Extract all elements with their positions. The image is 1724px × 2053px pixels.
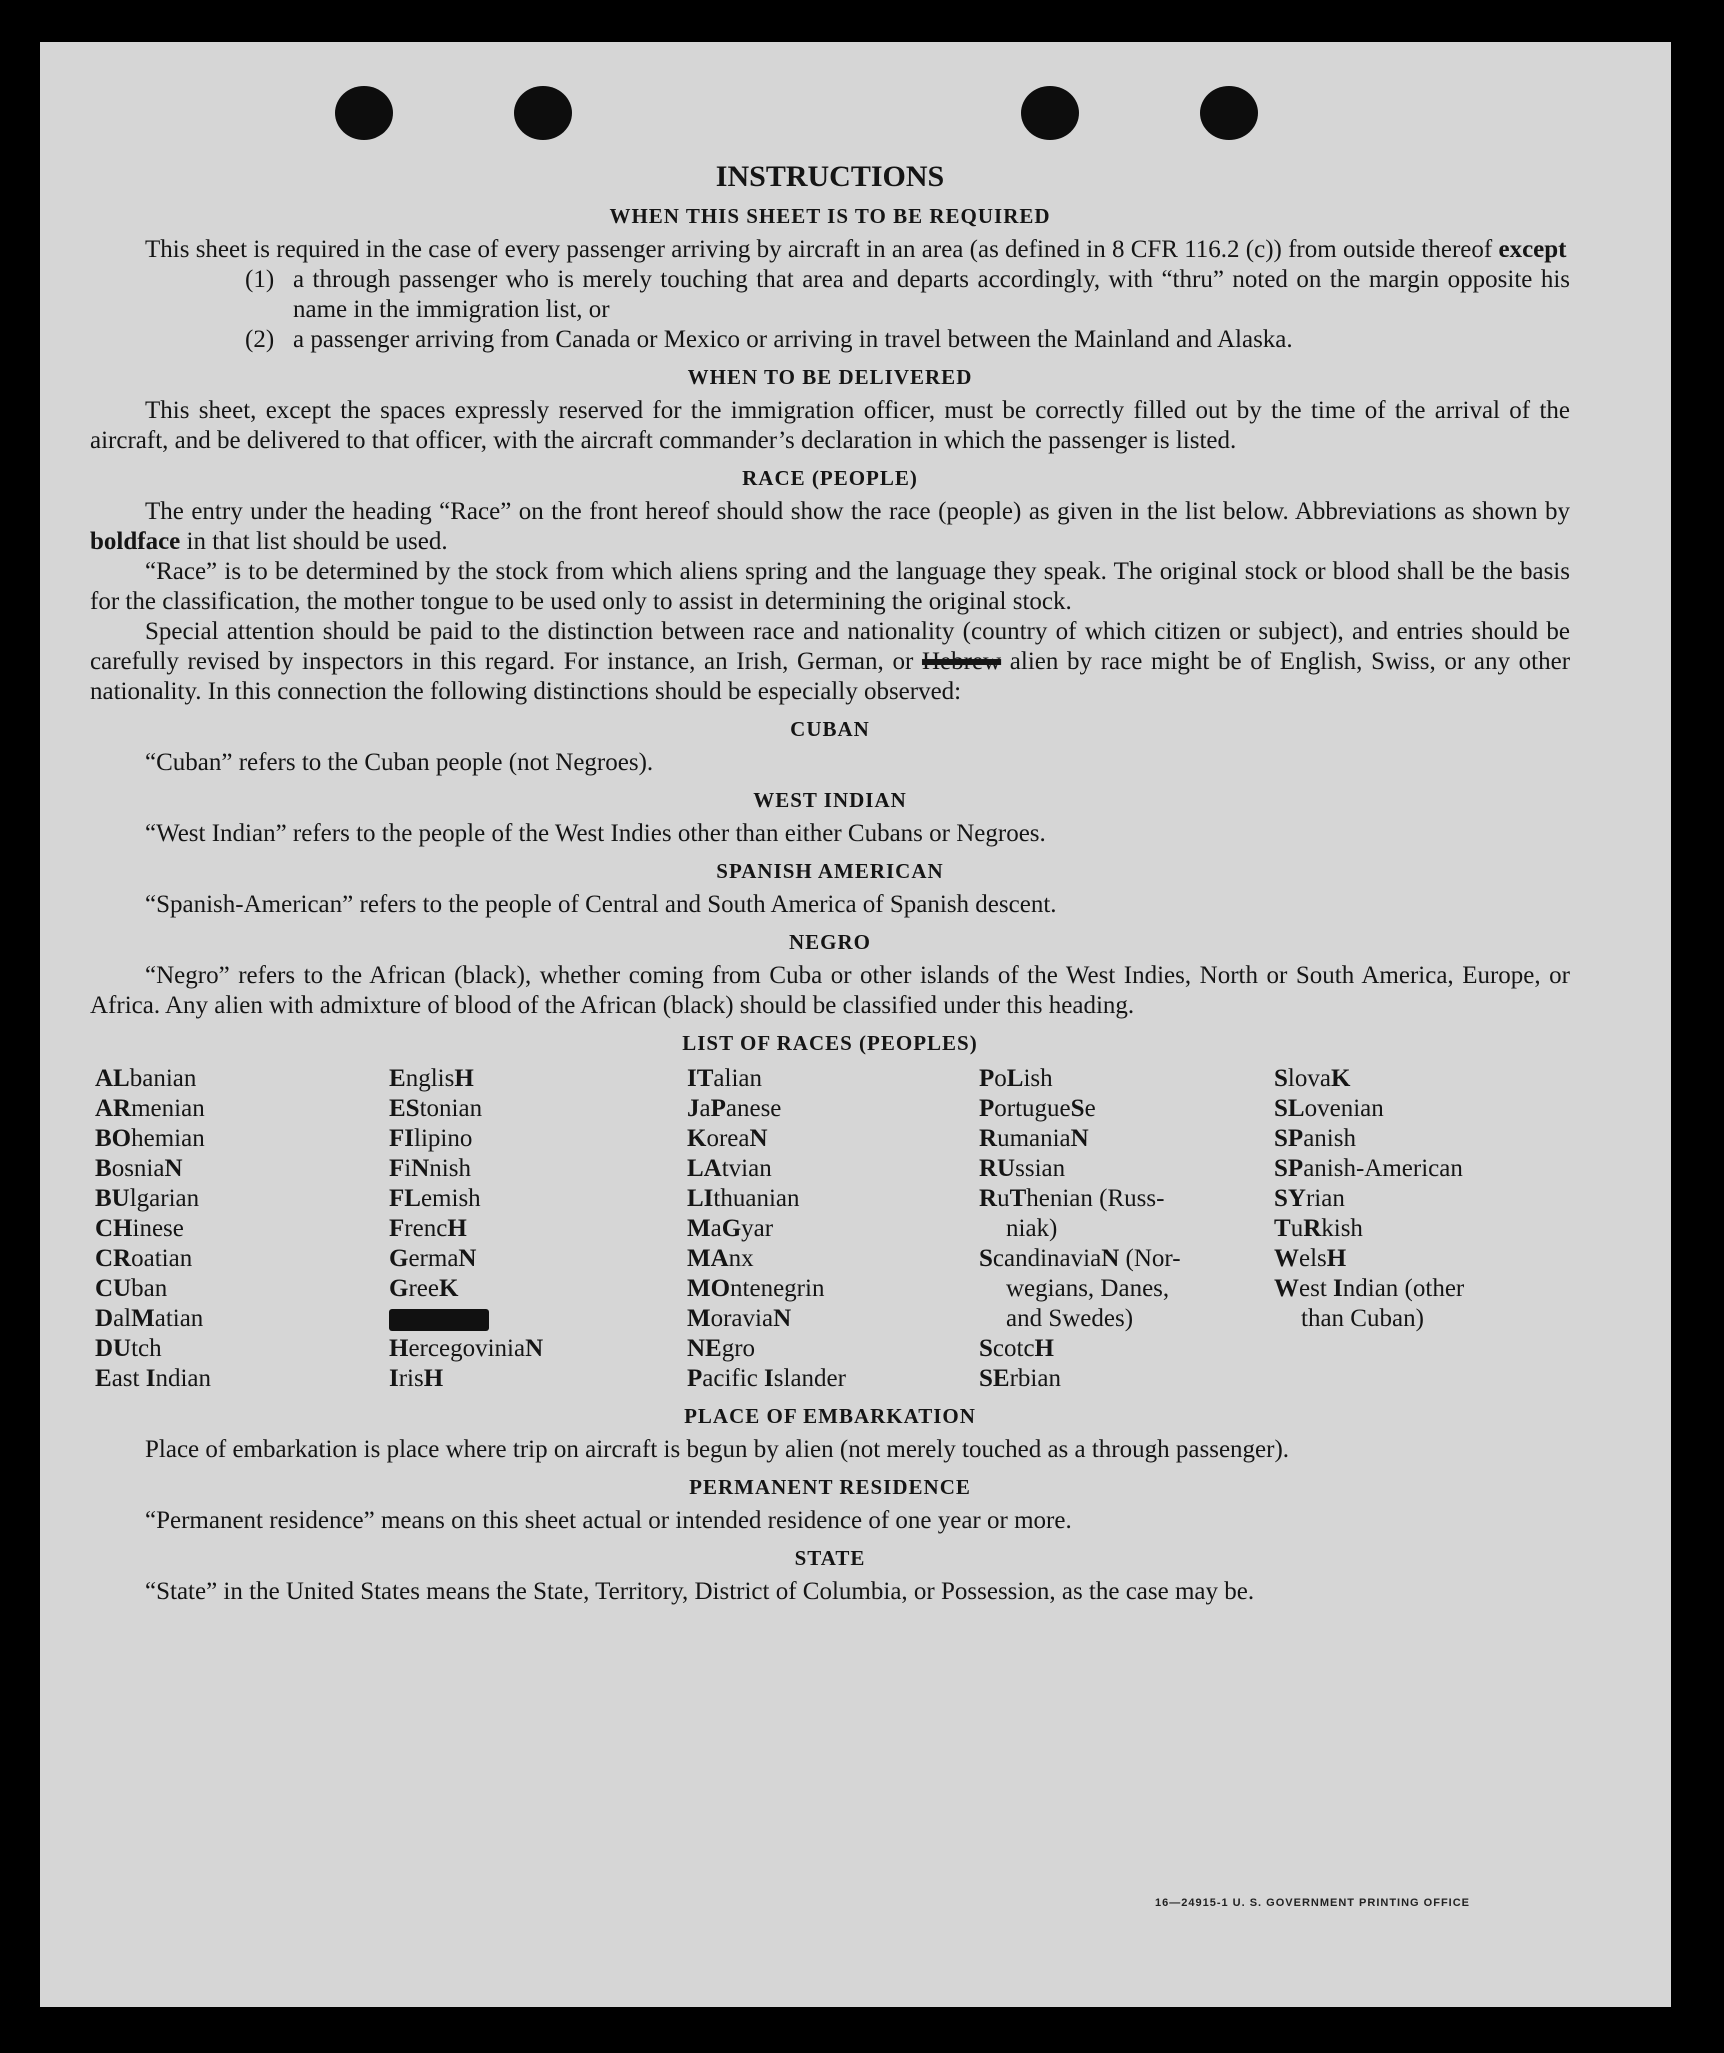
heading-delivered: WHEN TO BE DELIVERED (687, 365, 973, 389)
negro-text: “Negro” refers to the African (black), whether coming from Cuba or other islands of the West Indies, North or South America, Europe, or Africa. Any alien with admixture of blood of the African (black) should be classified under this heading. (90, 962, 1570, 1019)
heading-state: STATE (794, 1546, 866, 1570)
heading-race: RACE (PEOPLE) (742, 466, 918, 490)
race-entry: than Cuban) (1301, 1305, 1424, 1332)
race-entry: FiNnish (389, 1155, 471, 1182)
race-entry: FLemish (389, 1185, 481, 1212)
redaction-mark (389, 1309, 489, 1331)
race-entry: PoLish (979, 1065, 1053, 1092)
heading-required: WHEN THIS SHEET IS TO BE REQUIRED (609, 204, 1051, 228)
race-column-4 (979, 1064, 1181, 1394)
heading-list-of-races: LIST OF RACES (PEOPLES) (682, 1031, 978, 1055)
race-entry: Pacific Islander (687, 1365, 846, 1392)
race-column-3 (687, 1064, 846, 1394)
race-entry: ITalian (687, 1065, 762, 1092)
document-sheet (40, 42, 1671, 2007)
race-entry: CHinese (95, 1215, 184, 1242)
heading-residence: PERMANENT RESIDENCE (689, 1475, 971, 1499)
heading-west-indian: WEST INDIAN (753, 788, 907, 812)
race-entry: TuRkish (1274, 1215, 1363, 1242)
race-column-2 (389, 1064, 543, 1394)
race-entry: HercegoviniaN (389, 1335, 544, 1362)
race-entry: GreeK (389, 1275, 459, 1302)
punch-hole (335, 86, 393, 140)
race-entry: EStonian (389, 1095, 483, 1122)
race-entry: ARmenian (95, 1095, 205, 1122)
page-title: INSTRUCTIONS (715, 160, 945, 193)
race-entry: and Swedes) (1006, 1305, 1134, 1332)
race-entry: SPanish-American (1274, 1155, 1463, 1182)
race-entry: ScotcH (979, 1335, 1054, 1362)
heading-cuban: CUBAN (790, 717, 870, 741)
required-intro: This sheet is required in the case of every passenger arriving by aircraft in an area (as defined in 8 CFR 116.2 (c)) from outside thereof except (145, 236, 1567, 263)
race-entry: FIlipino (389, 1125, 473, 1152)
race-paragraph-3: Special attention should be paid to the distinction between race and nationality (country of which citizen or subject), and entries should be carefully revised by inspectors in this regard. For instance, an Irish, German, or Hebrew alien by race might be of English, Swiss, or any other nationality. In this connection the following distinctions should be especially observed: (90, 618, 1571, 705)
race-entry: wegians, Danes, (1006, 1275, 1170, 1302)
state-text: “State” in the United States means the State, Territory, District of Columbia, or Possession, as the case may be. (145, 1578, 1255, 1605)
race-entry: SLovenian (1274, 1095, 1384, 1122)
punch-hole (1200, 86, 1258, 140)
race-entry: West Indian (other (1274, 1275, 1465, 1302)
delivered-text: This sheet, except the spaces expressly reserved for the immigration officer, must be correctly filled out by the time of the arrival of the aircraft, and be delivered to that officer, with the aircraft commander’s declaration in which the passenger is listed. (90, 397, 1570, 454)
race-entry: CUban (95, 1275, 168, 1302)
heading-embarkation: PLACE OF EMBARKATION (684, 1404, 976, 1428)
race-entry: SlovaK (1274, 1065, 1351, 1092)
exception-item-2: (2) a passenger arriving from Canada or Mexico or arriving in travel between the Mainland and Alaska. (245, 326, 1293, 353)
race-entry: JaPanese (687, 1095, 782, 1122)
race-entry: SYrian (1274, 1185, 1345, 1212)
race-entry (389, 1304, 543, 1334)
race-entry: FrencH (389, 1215, 467, 1242)
race-entry: WelsH (1274, 1245, 1347, 1272)
race-entry: MaGyar (687, 1215, 774, 1242)
race-entry: SPanish (1274, 1125, 1356, 1152)
heading-negro: NEGRO (788, 930, 871, 954)
race-entry: NEgro (687, 1335, 756, 1362)
cuban-text: “Cuban” refers to the Cuban people (not Negroes). (145, 749, 654, 776)
exception-item-1: (1) a through passenger who is merely touching that area and departs accordingly, with “thru” noted on the margin opposite his name in the immigration list, or (245, 266, 1570, 323)
race-paragraph-2: “Race” is to be determined by the stock from which aliens spring and the language they speak. The original stock or blood shall be the basis for the classification, the mother tongue to be used only to assist in determining the original stock. (90, 558, 1570, 615)
race-entry: IrisH (389, 1365, 444, 1392)
race-entry: DUtch (95, 1335, 162, 1362)
west-indian-text: “West Indian” refers to the people of the West Indies other than either Cubans or Negroes. (145, 820, 1046, 847)
race-entry: DalMatian (95, 1305, 204, 1332)
race-list (90, 1064, 1570, 1394)
race-entry: niak) (1006, 1215, 1058, 1242)
race-entry: MoraviaN (687, 1305, 792, 1332)
punch-hole (514, 86, 572, 140)
race-entry: MOntenegrin (687, 1275, 825, 1302)
punch-hole (1021, 86, 1079, 140)
race-entry: ALbanian (95, 1065, 197, 1092)
race-entry: RUssian (979, 1155, 1066, 1182)
race-entry: EnglisH (389, 1065, 474, 1092)
race-entry: RuThenian (Russ- (979, 1185, 1165, 1212)
race-column-5 (1274, 1064, 1464, 1334)
race-entry: East Indian (95, 1365, 211, 1392)
printing-office-footer: 16—24915-1 U. S. GOVERNMENT PRINTING OFFICE (1155, 1897, 1471, 1909)
race-entry: CRoatian (95, 1245, 193, 1272)
race-entry: RumaniaN (979, 1125, 1089, 1152)
race-entry: MAnx (687, 1245, 754, 1272)
race-entry: ScandinaviaN (Nor- (979, 1245, 1181, 1272)
race-entry: BosniaN (95, 1155, 183, 1182)
race-entry: BUlgarian (95, 1185, 200, 1212)
race-paragraph-1: The entry under the heading “Race” on the front hereof should show the race (people) as given in the list below. Abbreviations as shown by boldface in that list should be used. (90, 498, 1570, 555)
race-entry: GermaN (389, 1245, 477, 1272)
spanish-american-text: “Spanish-American” refers to the people of Central and South America of Spanish descent. (145, 891, 1057, 918)
race-entry: BOhemian (95, 1125, 205, 1152)
heading-spanish-american: SPANISH AMERICAN (716, 859, 944, 883)
race-entry: LAtvian (687, 1155, 772, 1182)
race-entry: PortugueSe (979, 1095, 1096, 1122)
race-entry: KoreaN (687, 1125, 768, 1152)
race-entry: SErbian (979, 1365, 1061, 1392)
instructions-content (90, 160, 1570, 1607)
race-column-1 (95, 1064, 211, 1394)
residence-text: “Permanent residence” means on this sheet actual or intended residence of one year or more. (145, 1507, 1072, 1534)
race-entry: LIthuanian (687, 1185, 800, 1212)
embarkation-text: Place of embarkation is place where trip on aircraft is begun by alien (not merely touched as a through passenger). (145, 1436, 1290, 1463)
